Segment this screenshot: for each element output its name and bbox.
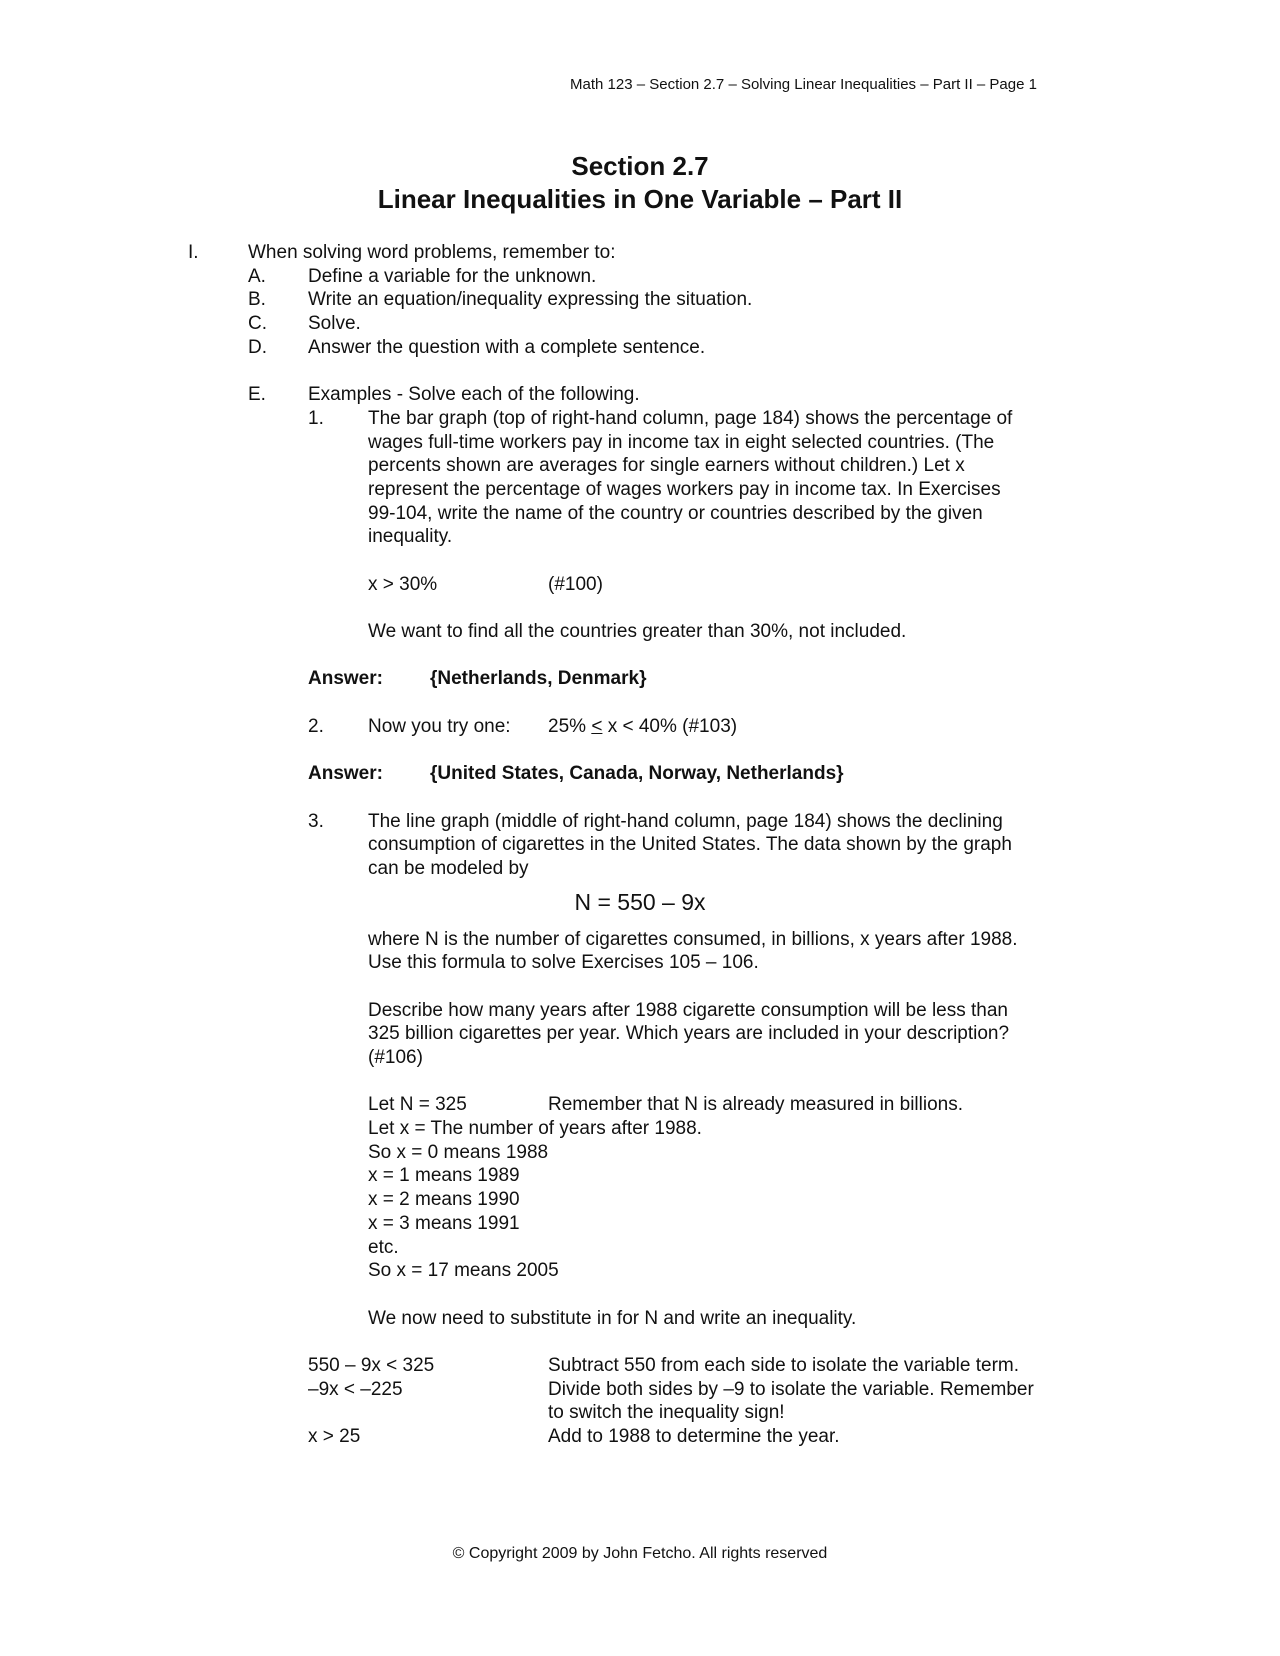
outline-marker: D. bbox=[248, 336, 267, 358]
step-text: x = 2 means 1990 bbox=[368, 1189, 520, 1211]
example-1-line bbox=[0, 431, 1280, 455]
title-line-1: Section 2.7 bbox=[571, 151, 709, 181]
list-item bbox=[0, 288, 1280, 312]
example-number: 1. bbox=[308, 407, 324, 429]
work-row bbox=[0, 1354, 1280, 1378]
answer-label: Answer: bbox=[308, 763, 383, 785]
substitute-text: We now need to substitute in for N and write an inequality. bbox=[368, 1307, 857, 1329]
where-text: Use this formula to solve Exercises 105 – 106. bbox=[368, 952, 759, 974]
work-note: Subtract 550 from each side to isolate the variable term. bbox=[548, 1354, 1020, 1376]
example-text: wages full-time workers pay in income tax in eight selected countries. (The bbox=[368, 431, 995, 453]
work-note: to switch the inequality sign! bbox=[548, 1402, 785, 1424]
work-row bbox=[0, 1425, 1280, 1449]
example-3-line bbox=[0, 810, 1280, 834]
examples-heading bbox=[0, 383, 1280, 407]
example-3-line bbox=[0, 928, 1280, 952]
example-3-line bbox=[0, 857, 1280, 881]
list-item-text: Define a variable for the unknown. bbox=[308, 265, 597, 287]
outline-marker: B. bbox=[248, 289, 266, 311]
inequality bbox=[548, 715, 737, 739]
example-text: 99-104, write the name of the country or countries described by the given bbox=[368, 502, 983, 524]
page-title bbox=[0, 150, 1280, 216]
outline-marker: C. bbox=[248, 313, 267, 335]
step-text: etc. bbox=[368, 1236, 399, 1258]
outline-marker: E. bbox=[248, 384, 266, 406]
work-expression: x > 25 bbox=[308, 1426, 361, 1447]
exercise-number: (#100) bbox=[548, 573, 603, 595]
section-i bbox=[0, 241, 1280, 265]
inequality-part: 25% bbox=[548, 715, 592, 737]
step-text: Let x = The number of years after 1988. bbox=[368, 1118, 702, 1140]
example-number: 3. bbox=[308, 810, 324, 832]
answer-text: {Netherlands, Denmark} bbox=[430, 668, 647, 690]
example-3-line bbox=[0, 833, 1280, 857]
document-body bbox=[0, 241, 1280, 1449]
work-expression: 550 – 9x < 325 bbox=[308, 1354, 435, 1376]
example-1-line bbox=[0, 407, 1280, 431]
step-text: So x = 17 means 2005 bbox=[368, 1260, 559, 1282]
example-1-line bbox=[0, 454, 1280, 478]
work-note: Divide both sides by –9 to isolate the variable. Remember bbox=[548, 1378, 1034, 1400]
example-text: The line graph (middle of right-hand column, page 184) shows the declining bbox=[368, 810, 1003, 832]
title-line-2: Linear Inequalities in One Variable – Part II bbox=[377, 184, 903, 214]
substitute-line bbox=[0, 1307, 1280, 1331]
outline-marker: A. bbox=[248, 265, 266, 287]
let-n-line bbox=[0, 1093, 1280, 1117]
step-line bbox=[0, 1236, 1280, 1260]
inequality-part: x < 40% (#103) bbox=[602, 715, 738, 737]
example-text: consumption of cigarettes in the United States. The data shown by the graph bbox=[368, 834, 1012, 856]
work-expression: –9x < –225 bbox=[308, 1378, 403, 1400]
list-item-text: Answer the question with a complete sentence. bbox=[308, 336, 706, 358]
step-line bbox=[0, 1117, 1280, 1141]
section-text: When solving word problems, remember to: bbox=[248, 242, 616, 263]
example-3-line bbox=[0, 1022, 1280, 1046]
copyright-footer: © Copyright 2009 by John Fetcho. All rights reserved bbox=[452, 1545, 828, 1562]
examples-text: Examples - Solve each of the following. bbox=[308, 384, 640, 406]
less-or-equal-sign: < bbox=[591, 715, 603, 737]
step-text: x = 3 means 1991 bbox=[368, 1212, 520, 1234]
step-line bbox=[0, 1164, 1280, 1188]
work-note: Add to 1988 to determine the year. bbox=[548, 1426, 840, 1447]
let-n: Let N = 325 bbox=[368, 1094, 467, 1116]
step-line bbox=[0, 1141, 1280, 1165]
example-text: percents shown are averages for single earners without children.) Let x bbox=[368, 455, 965, 477]
let-n-note: Remember that N is already measured in billions. bbox=[548, 1094, 964, 1116]
example-1-inequality bbox=[0, 573, 1280, 597]
example-1-note bbox=[0, 620, 1280, 644]
step-text: x = 1 means 1989 bbox=[368, 1165, 520, 1187]
answer-label: Answer: bbox=[308, 668, 383, 690]
example-2-answer bbox=[0, 762, 1280, 786]
example-3-line bbox=[0, 1046, 1280, 1070]
question-text: Describe how many years after 1988 cigarette consumption will be less than bbox=[368, 999, 1008, 1021]
answer-text: {United States, Canada, Norway, Netherlands} bbox=[430, 763, 844, 785]
example-text: inequality. bbox=[368, 526, 453, 548]
example-text: represent the percentage of wages workers pay in income tax. In Exercises bbox=[368, 478, 1001, 500]
example-text: The bar graph (top of right-hand column, page 184) shows the percentage of bbox=[368, 407, 1013, 429]
list-item bbox=[0, 265, 1280, 289]
list-item bbox=[0, 312, 1280, 336]
example-prompt: Now you try one: bbox=[368, 715, 511, 737]
inequality: x > 30% bbox=[368, 573, 438, 595]
list-item bbox=[0, 336, 1280, 360]
model-formula bbox=[0, 881, 1280, 928]
step-line bbox=[0, 1212, 1280, 1236]
example-3-line bbox=[0, 999, 1280, 1023]
step-line bbox=[0, 1259, 1280, 1283]
step-text: So x = 0 means 1988 bbox=[368, 1141, 549, 1163]
example-1-line bbox=[0, 525, 1280, 549]
work-row bbox=[0, 1401, 1280, 1425]
list-item-text: Solve. bbox=[308, 313, 361, 335]
example-1-line bbox=[0, 478, 1280, 502]
example-3-line bbox=[0, 951, 1280, 975]
outline-marker: I. bbox=[188, 242, 199, 263]
example-text: can be modeled by bbox=[368, 857, 529, 879]
example-1-line bbox=[0, 502, 1280, 526]
question-text: 325 billion cigarettes per year. Which years are included in your description? bbox=[368, 1023, 1010, 1045]
list-item-text: Write an equation/inequality expressing the situation. bbox=[308, 289, 753, 311]
running-header: Math 123 – Section 2.7 – Solving Linear Inequalities – Part II – Page 1 bbox=[570, 76, 1037, 93]
example-number: 2. bbox=[308, 715, 324, 737]
example-2 bbox=[0, 715, 1280, 739]
work-row bbox=[0, 1378, 1280, 1402]
example-1-answer bbox=[0, 667, 1280, 691]
note-text: We want to find all the countries greater than 30%, not included. bbox=[368, 621, 907, 642]
formula-text: N = 550 – 9x bbox=[574, 888, 706, 915]
step-line bbox=[0, 1188, 1280, 1212]
where-text: where N is the number of cigarettes consumed, in billions, x years after 1988. bbox=[368, 928, 1018, 950]
question-text: (#106) bbox=[368, 1047, 423, 1068]
